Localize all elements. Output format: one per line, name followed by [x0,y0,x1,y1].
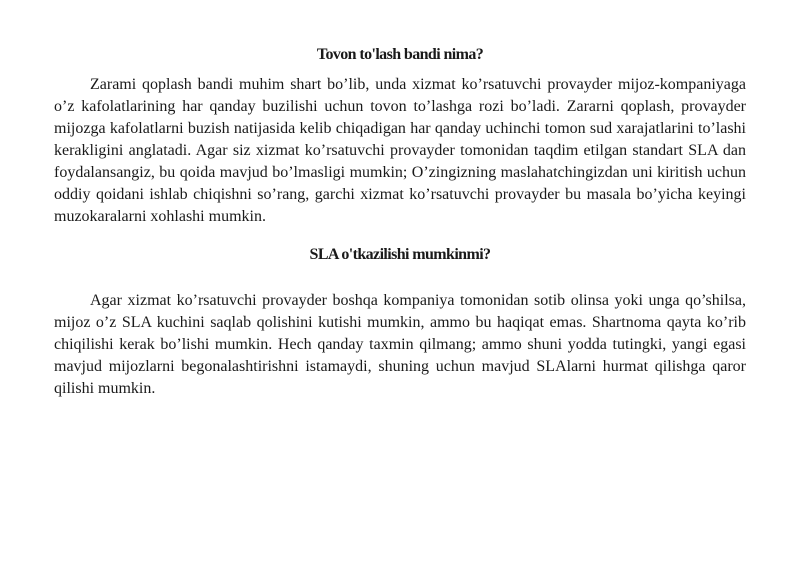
section-heading-indemnification: Tovon to'lash bandi nima? [316,46,484,63]
section-paragraph-indemnification: Zarami qoplash bandi muhim shart bo’lib, unda xizmat ko’rsatuvchi provayder mijoz-kompaniyaga o’z kafolatlarining har qanday buzilishi uchun tovon to’lashga rozi bo’ladi. Zararni qoplash, provayder mijozga kafolatlarni buzish natijasida kelib chiqadigan har qanday uchinchi tomon sud xarajatlarini to’lashi kerakligini anglatadi. Agar siz xizmat ko’rsatuvchi provayder tomonidan taqdim etilgan standart SLA dan foydalansangiz, bu qoida mavjud bo’lmasligi mumkin; O’zingizning maslahatchingizdan uni kiritish uchun oddiy qoidani ishlab chiqishni so’rang, garchi xizmat ko’rsatuvchi provayder bu masala bo’yicha keyingi muzokaralarni xohlashi mumkin. [54,76,746,225]
document-body [54,42,746,400]
section-heading-transferability: SLA o'tkazilishi mumkinmi? [309,246,491,263]
section-paragraph-transferability: Agar xizmat ko’rsatuvchi provayder boshqa kompaniya tomonidan sotib olinsa yoki unga qo’shilsa, mijoz o’z SLA kuchini saqlab qolishini kutishi mumkin, ammo bu haqiqat emas. Shartnoma qayta ko’rib chiqilishi kerak bo’lishi mumkin. Hech qanday taxmin qilmang; ammo shuni yodda tutingki, yangi egasi mavjud mijozlarni begonalashtirishni istamaydi, shuning uchun mavjud SLAlarni hurmat qilishga qaror qilishi mumkin. [54,292,746,397]
